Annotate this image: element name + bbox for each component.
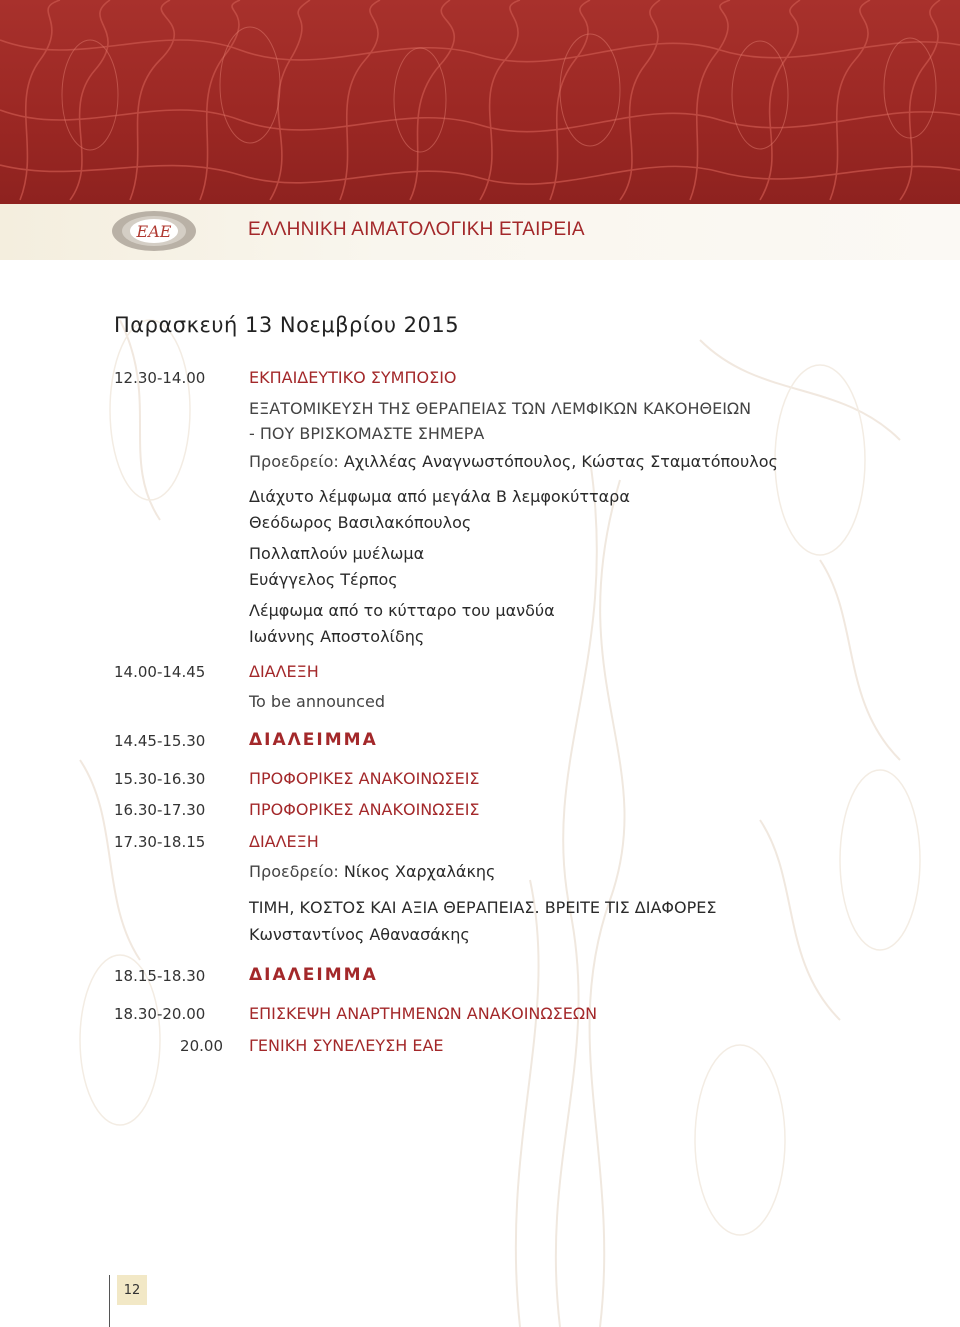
chairs-line	[249, 452, 778, 471]
session-time: 15.30-16.30	[114, 770, 206, 788]
chairs-line	[249, 862, 495, 881]
session-detail: To be announced	[249, 692, 385, 711]
chairs-names: Αχιλλέας Αναγνωστόπουλος, Κώστας Σταματόπουλος	[343, 452, 778, 471]
session-subtitle: - ΠΟΥ ΒΡΙΣΚΟΜΑΣΤΕ ΣΗΜΕΡΑ	[249, 424, 485, 443]
background-pattern	[0, 260, 960, 1327]
talk-topic: ΤΙΜΗ, ΚΟΣΤΟΣ ΚΑΙ ΑΞΙΑ ΘΕΡΑΠΕΙΑΣ. ΒΡΕΙΤΕ ΤΙΣ ΔΙΑΦΟΡΕΣ	[249, 898, 717, 917]
chairs-label: Προεδρείο:	[249, 452, 339, 471]
session-time: 17.30-18.15	[114, 833, 206, 851]
break-title: ΔΙΑΛΕΙΜΜΑ	[249, 965, 378, 985]
session-title: ΕΚΠΑΙΔΕΥΤΙΚΟ ΣΥΜΠΟΣΙΟ	[249, 368, 457, 387]
decorative-banner	[0, 0, 960, 204]
session-subtitle: ΕΞΑΤΟΜΙΚΕΥΣΗ ΤΗΣ ΘΕΡΑΠΕΙΑΣ ΤΩΝ ΛΕΜΦΙΚΩΝ ΚΑΚΟΗΘΕΙΩΝ	[249, 399, 752, 418]
session-time: 16.30-17.30	[114, 801, 206, 819]
talk-topic: Λέμφωμα από το κύτταρο του μανδύα	[249, 601, 555, 620]
talk-speaker: Ιωάννης Αποστολίδης	[249, 627, 425, 646]
society-name: ΕΛΛΗΝΙΚΗ ΑΙΜΑΤΟΛΟΓΙΚΗ ΕΤΑΙΡΕΙΑ	[248, 219, 585, 240]
session-title: ΓΕΝΙΚΗ ΣΥΝΕΛΕΥΣΗ ΕΑΕ	[249, 1036, 444, 1055]
talk-topic: Διάχυτο λέμφωμα από μεγάλα Β λεμφοκύτταρα	[249, 487, 630, 506]
session-time: 20.00	[180, 1037, 223, 1055]
session-time: 18.30-20.00	[114, 1005, 206, 1023]
date-heading: Παρασκευή 13 Νοεμβρίου 2015	[114, 313, 460, 337]
talk-speaker: Ευάγγελος Τέρπος	[249, 570, 398, 589]
talk-speaker: Θεόδωρος Βασιλακόπουλος	[249, 513, 472, 532]
session-time: 12.30-14.00	[114, 369, 206, 387]
session-time: 14.45-15.30	[114, 732, 206, 750]
session-title: ΔΙΑΛΕΞΗ	[249, 832, 319, 851]
talk-speaker: Κωνσταντίνος Αθανασάκης	[249, 925, 470, 944]
page-number-rule	[109, 1275, 110, 1327]
session-title: ΕΠΙΣΚΕΨΗ ΑΝΑΡΤΗΜΕΝΩΝ ΑΝΑΚΟΙΝΩΣΕΩΝ	[249, 1004, 598, 1023]
session-time: 14.00-14.45	[114, 663, 206, 681]
page-number: 12	[117, 1275, 147, 1305]
chairs-label: Προεδρείο:	[249, 862, 339, 881]
talk-topic: Πολλαπλούν μυέλωμα	[249, 544, 425, 563]
session-title: ΠΡΟΦΟΡΙΚΕΣ ΑΝΑΚΟΙΝΩΣΕΙΣ	[249, 800, 480, 819]
svg-text:ΕΑΕ: ΕΑΕ	[136, 222, 172, 241]
society-logo	[110, 209, 198, 253]
banner-pattern	[0, 0, 960, 204]
session-title: ΔΙΑΛΕΞΗ	[249, 662, 319, 681]
break-title: ΔΙΑΛΕΙΜΜΑ	[249, 730, 378, 750]
session-title: ΠΡΟΦΟΡΙΚΕΣ ΑΝΑΚΟΙΝΩΣΕΙΣ	[249, 769, 480, 788]
session-time: 18.15-18.30	[114, 967, 206, 985]
chairs-names: Νίκος Χαρχαλάκης	[343, 862, 496, 881]
